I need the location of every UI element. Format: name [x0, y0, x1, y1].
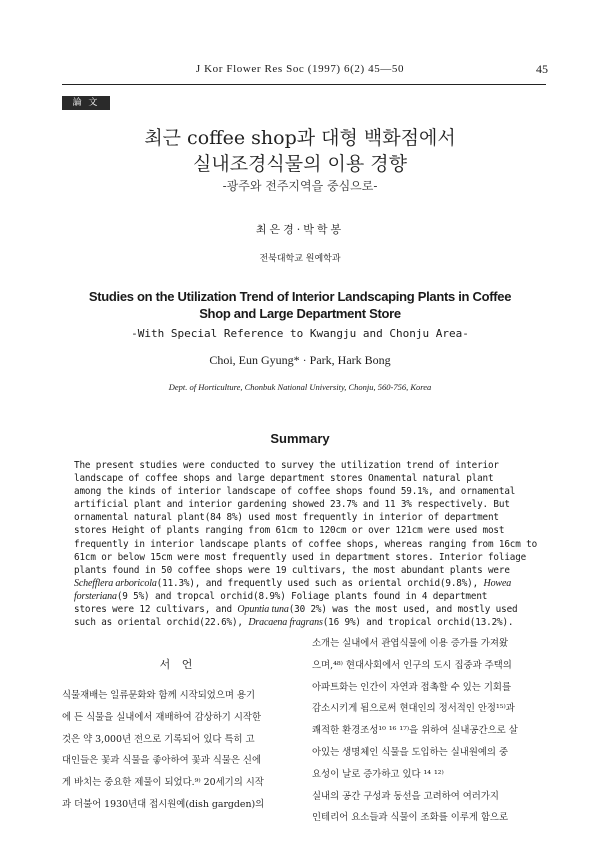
body-line: 대인들은 꽃과 식물을 좋아하여 꽃과 식물은 신에: [62, 755, 262, 767]
summary-line: plants found in 50 coffee shops were 19 cultivars, the most abundant plants were: [74, 564, 510, 576]
species-name: Howea: [483, 577, 512, 589]
body-line: 식물재배는 일류문화와 함께 시작되었으며 용기: [62, 690, 256, 701]
summary-line: stores Height of plants ranging from 61cm to 120cm or over 121cm were used most: [74, 525, 505, 537]
body-line: 과 더불어 1930년대 접시원예(dish gargden)의: [62, 798, 265, 810]
english-title-line-2: Shop and Large Department Store: [199, 306, 401, 321]
body-line: 실내의 공간 구성과 동선을 고려하여 여러가지: [312, 790, 499, 802]
summary-line: frequently in interior landscape plants of coffee shops, whereas ranging from 16cm to: [74, 538, 538, 550]
body-line: 게 바치는 중요한 제물이 되었다.⁹⁾ 20세기의 시작: [62, 777, 264, 789]
body-line: 요성이 날로 증가하고 있다 ¹⁴ ¹²⁾: [312, 768, 444, 780]
body-line: 으며,⁴⁸⁾ 현대사회에서 인구의 도시 집중과 주택의: [312, 659, 512, 671]
english-subtitle: -With Special Reference to Kwangju and Chonju Area-: [131, 327, 469, 340]
summary-line: The present studies were conducted to survey the utilization trend of interior: [74, 460, 499, 471]
body-line: 것은 약 3,000년 전으로 기록되어 있다 특히 고: [62, 733, 255, 745]
body-line: 감소시키게 됨으로써 현대인의 정서적인 안정¹⁵⁾과: [312, 703, 515, 715]
english-title-line-1: Studies on the Utilization Trend of Interior Landscaping Plants in Coffee: [88, 289, 512, 304]
body-line: 에 든 식물을 실내에서 재배하여 감상하기 시작한: [62, 711, 262, 723]
korean-affiliation: 전북대학교 원예학과: [259, 254, 341, 264]
species-name: forsteriana: [74, 590, 117, 602]
english-authors: Choi, Eun Gyung* · Park, Hark Bong: [209, 353, 391, 367]
korean-title-line-1: 최근 coffee shop과 대형 백화점에서: [144, 127, 456, 149]
summary-line: artificial plant and interior gardening showed 23.7% and 11 3% respectively. But: [74, 499, 510, 511]
summary-line: [74, 603, 538, 616]
body-line: 쾌적한 환경조성¹⁰ ¹⁶ ¹⁷⁾을 위하여 실내공간으로 살: [312, 725, 518, 737]
korean-title-line-2: 실내조경식물의 이용 경향: [193, 153, 407, 175]
section-badge: 論 文: [62, 96, 110, 110]
summary-line: [74, 590, 538, 603]
summary-text: (11.3%), and frequently used such as oriental orchid(9.8%),: [156, 577, 484, 589]
summary-line: ornamental natural plant(84 8%) used most frequently in interior of department: [74, 512, 499, 524]
summary-line: landscape of coffee shops and large department stores Onamental natural plant: [74, 473, 494, 485]
summary-line: [74, 577, 538, 590]
page-number: 45: [536, 62, 548, 76]
summary-text: (30 2%) was the most used, and mostly used: [288, 604, 518, 616]
body-line: 소개는 실내에서 관엽식물에 이용 증가를 가져왔: [312, 638, 509, 649]
journal-citation: J Kor Flower Res Soc (1997) 6(2) 45—50: [195, 63, 405, 75]
species-name: Schefflera arboricola: [74, 577, 157, 589]
body-line: 아있는 생명체인 식물을 도입하는 실내원예의 중: [312, 746, 509, 758]
summary-line: [74, 616, 538, 629]
introduction-heading: 서 언: [159, 658, 197, 671]
summary-line: among the kinds of interior landscape of coffee shops found 59.1%, and ornamental: [74, 486, 516, 498]
korean-authors: 최은경·박학봉: [255, 223, 345, 236]
summary-text: such as oriental orchid(22.6%),: [74, 617, 249, 629]
summary-text: (16 9%) and tropical orchid(13.2%).: [322, 617, 514, 629]
header-divider: [62, 84, 546, 85]
summary-text: (9 5%) and tropcal orchid(8.9%) Foliage plants found in 4 department: [116, 590, 488, 602]
english-affiliation: Dept. of Horticulture, Chonbuk National University, Chonju, 560-756, Korea: [168, 382, 432, 392]
body-line: 인테리어 요소들과 식물이 조화를 이루게 함으로: [312, 812, 509, 824]
summary-body: [74, 459, 538, 629]
body-line: 아파트화는 인간이 자연과 접촉할 수 있는 기회를: [312, 681, 512, 693]
left-column-text: [62, 685, 302, 816]
summary-text: stores were 12 cultivars, and: [74, 604, 238, 616]
right-column-text: [312, 633, 552, 829]
summary-line: 61cm or below 15cm were most frequently used in department stores. Interior foliage: [74, 551, 527, 563]
summary-heading: Summary: [270, 431, 330, 446]
korean-subtitle: -광주와 전주지역을 중심으로-: [222, 179, 378, 193]
species-name: Dracaena fragrans: [248, 617, 323, 629]
species-name: Opuntia tuna: [237, 604, 289, 616]
